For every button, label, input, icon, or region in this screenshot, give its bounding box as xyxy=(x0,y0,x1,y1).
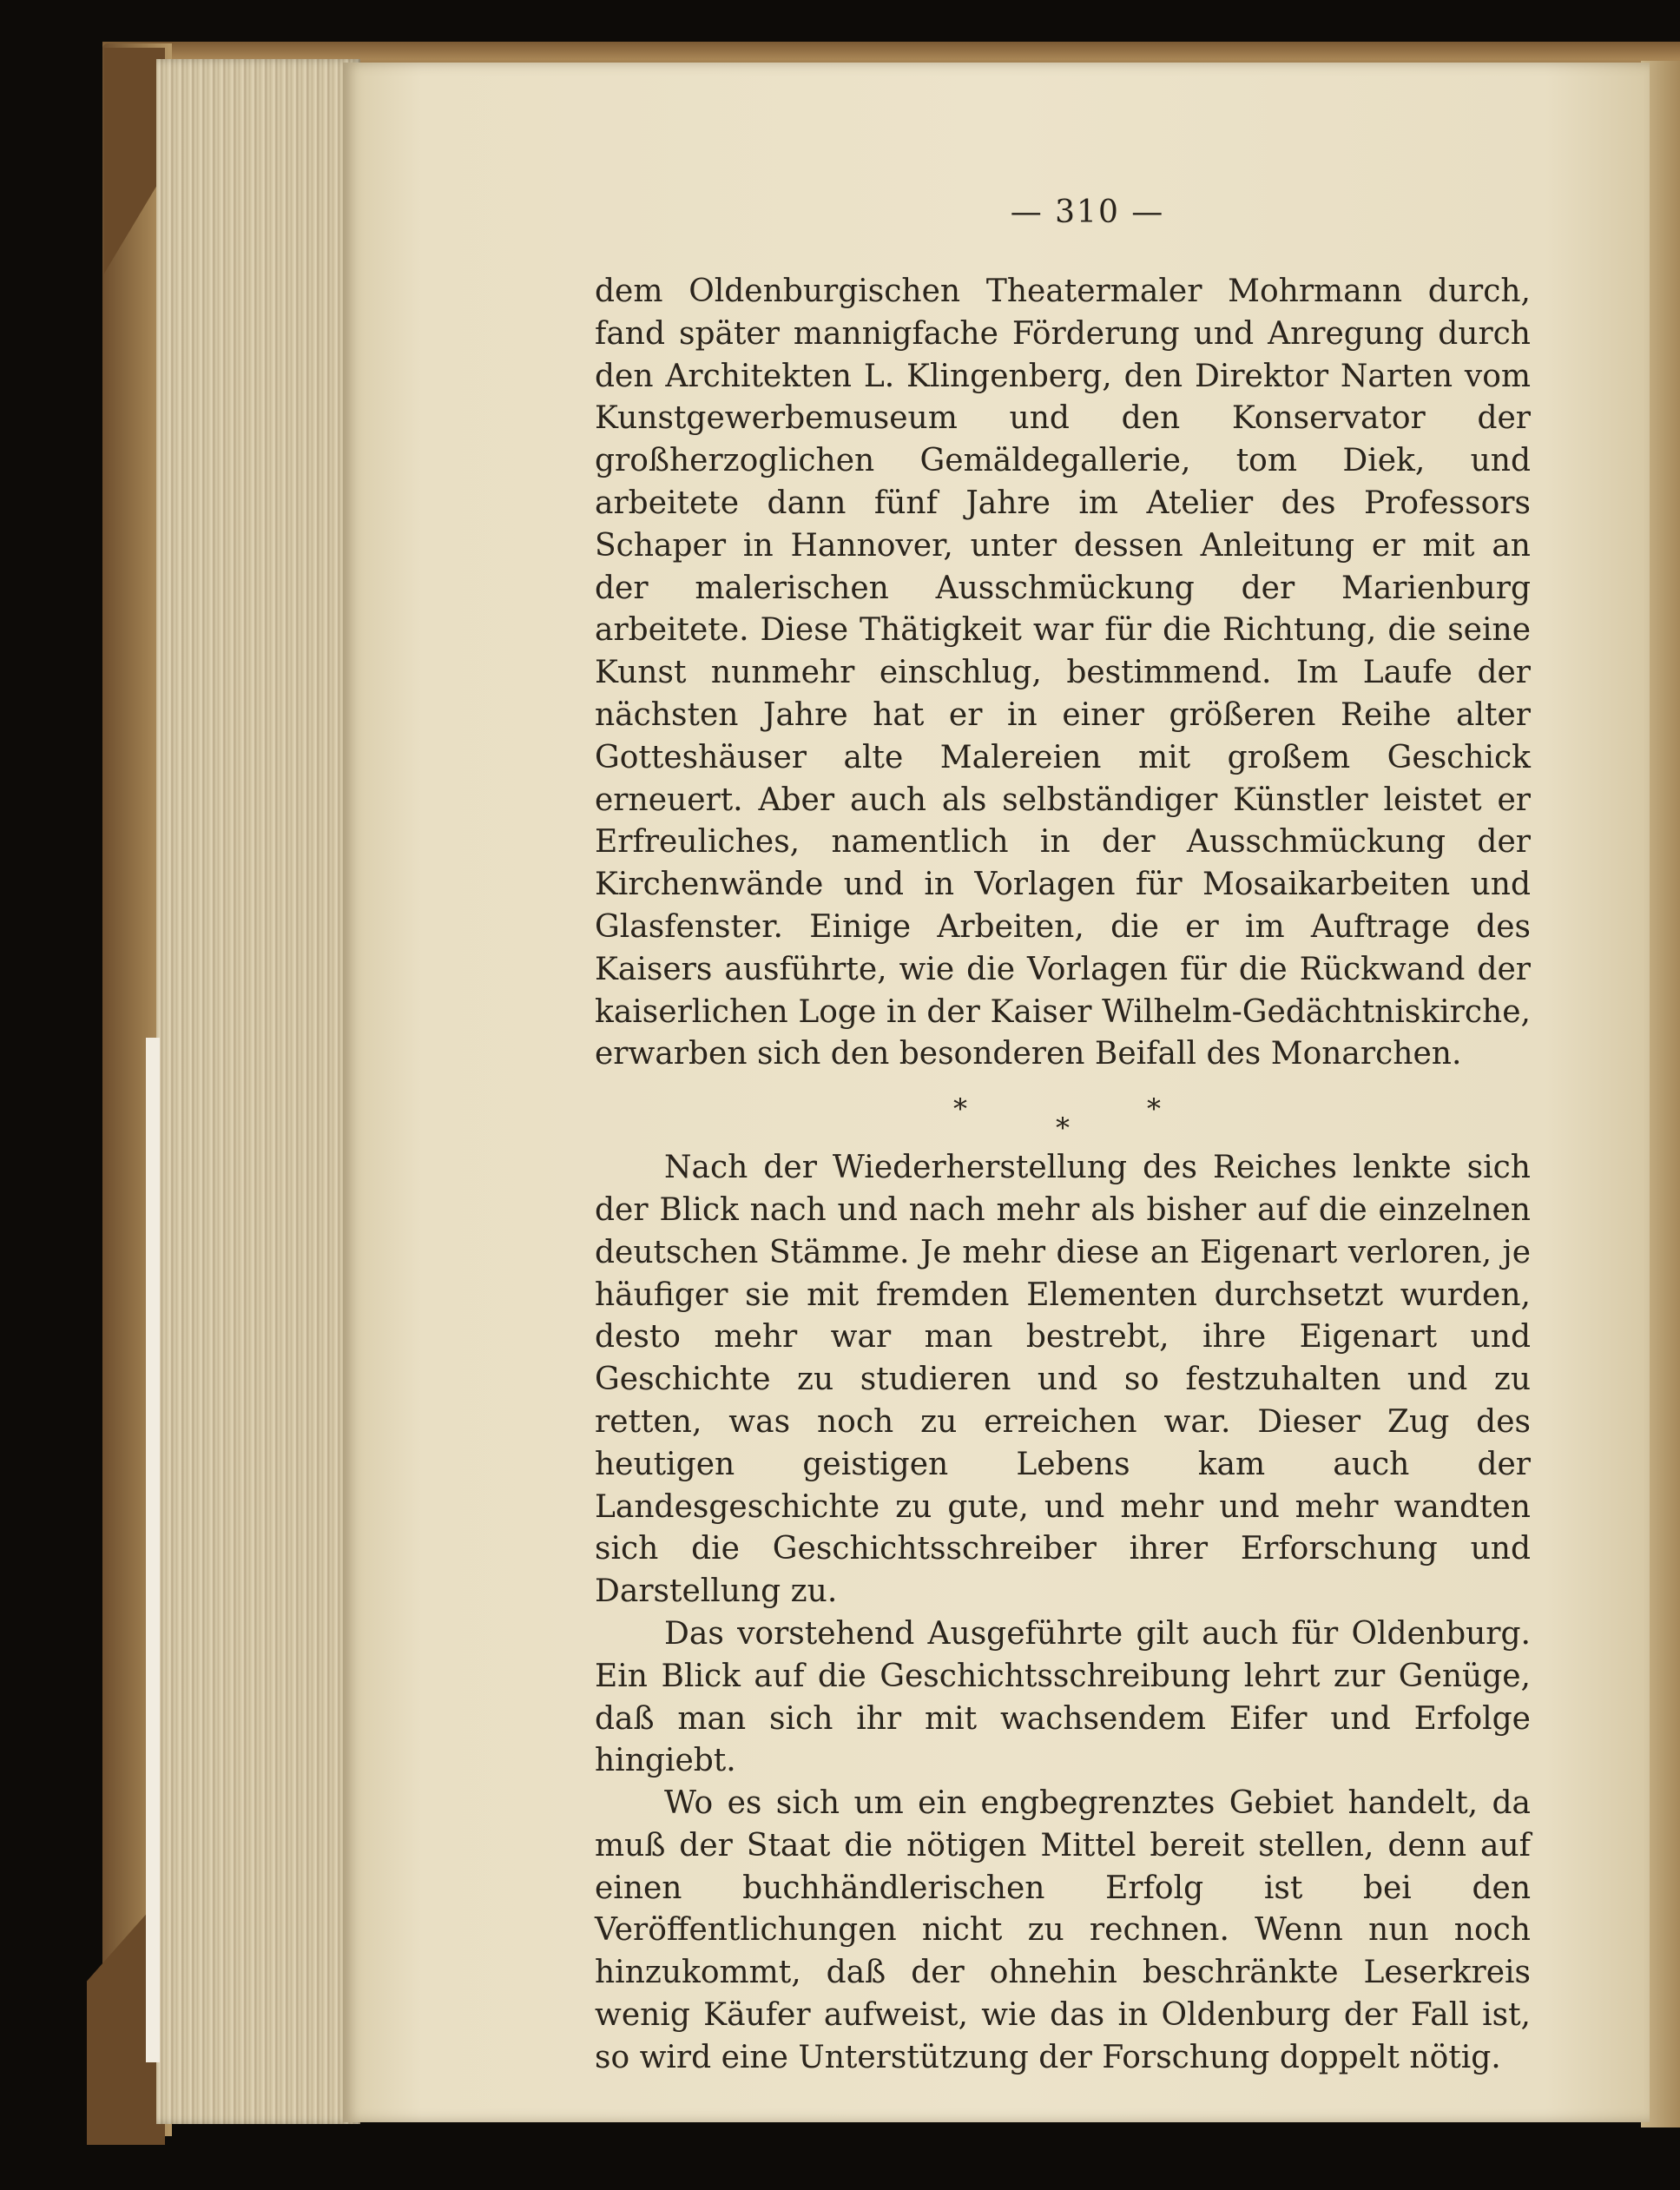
page-number: — 310 — xyxy=(1010,195,1165,230)
paragraph: Das vorstehend Ausgeführte gilt auch für Oldenburg. Ein Blick auf die Geschichtsschreibung lehrt zur Genüge, daß man sich ihr mit wachsendem Eifer und Erfolge hingiebt. xyxy=(595,1615,1531,1779)
paragraph: Nach der Wiederherstellung des Reiches lenkte sich der Blick nach und nach mehr als bisher auf die einzelnen deutschen Stämme. Je mehr diese an Eigenart verloren, je häufiger sie mit fremden Elementen durchsetzt wurden, desto mehr war man bestrebt, ihre Eigenart und Geschichte zu studieren und so festzuhalten und zu retten, was noch zu erreichen war. Dieser Zug des heutigen geistigen Lebens kam auch der Landesgeschichte zu gute, und mehr und mehr wandten sich die Geschichtsschreiber ihrer Erforschung und Darstellung zu. xyxy=(595,1150,1531,1610)
divider-star: * xyxy=(1056,1111,1070,1145)
page-text-body xyxy=(595,271,1531,2080)
paragraph: dem Oldenburgischen Theatermaler Mohrmann durch, fand später mannigfache Förderung und Anregung durch den Architekten L. Klingenberg, den Direktor Narten vom Kunstgewerbemuseum und den Konservator der großherzoglichen Gemäldegallerie, tom Diek, und arbeitete dann fünf Jahre im Atelier des Professors Schaper in Hannover, unter dessen Anleitung er mit an der malerischen Ausschmückung der Marienburg arbeitete. Diese Thätigkeit war für die Richtung, die seine Kunst nunmehr einschlug, bestimmend. Im Laufe der nächsten Jahre hat er in einer größeren Reihe alter Gotteshäuser alte Malereien mit großem Geschick erneuert. Aber auch als selbständiger Künstler leistet er Erfreuliches, namentlich in der Ausschmückung der Kirchenwände und in Vorlagen für Mosaikarbeiten und Glasfenster. Einige Arbeiten, die er im Auftrage des Kaisers ausführte, wie die Vorlagen für die Rückwand der kaiserlichen Loge in der Kaiser Wilhelm-Gedächtniskirche, erwarben sich den besonderen Beifall des Monarchen. xyxy=(595,274,1531,1072)
divider-star: * xyxy=(953,1092,967,1126)
divider-star: * xyxy=(1147,1092,1161,1126)
bookmark-strip xyxy=(146,1038,160,2062)
page-block-edges xyxy=(156,59,360,2124)
paragraph: Wo es sich um ein engbegrenztes Gebiet handelt, da muß der Staat die nötigen Mittel bereit stellen, denn auf einen buchhändlerischen Erfolg ist bei den Veröffentlichungen nicht zu rechnen. Wenn nun noch hinzukommt, daß der ohnehin beschränkte Leserkreis wenig Käufer aufweist, wie das in Oldenburg der Fall ist, so wird eine Unterstützung der Forschung doppelt nötig. xyxy=(595,1785,1531,2075)
section-divider xyxy=(595,1076,1531,1147)
